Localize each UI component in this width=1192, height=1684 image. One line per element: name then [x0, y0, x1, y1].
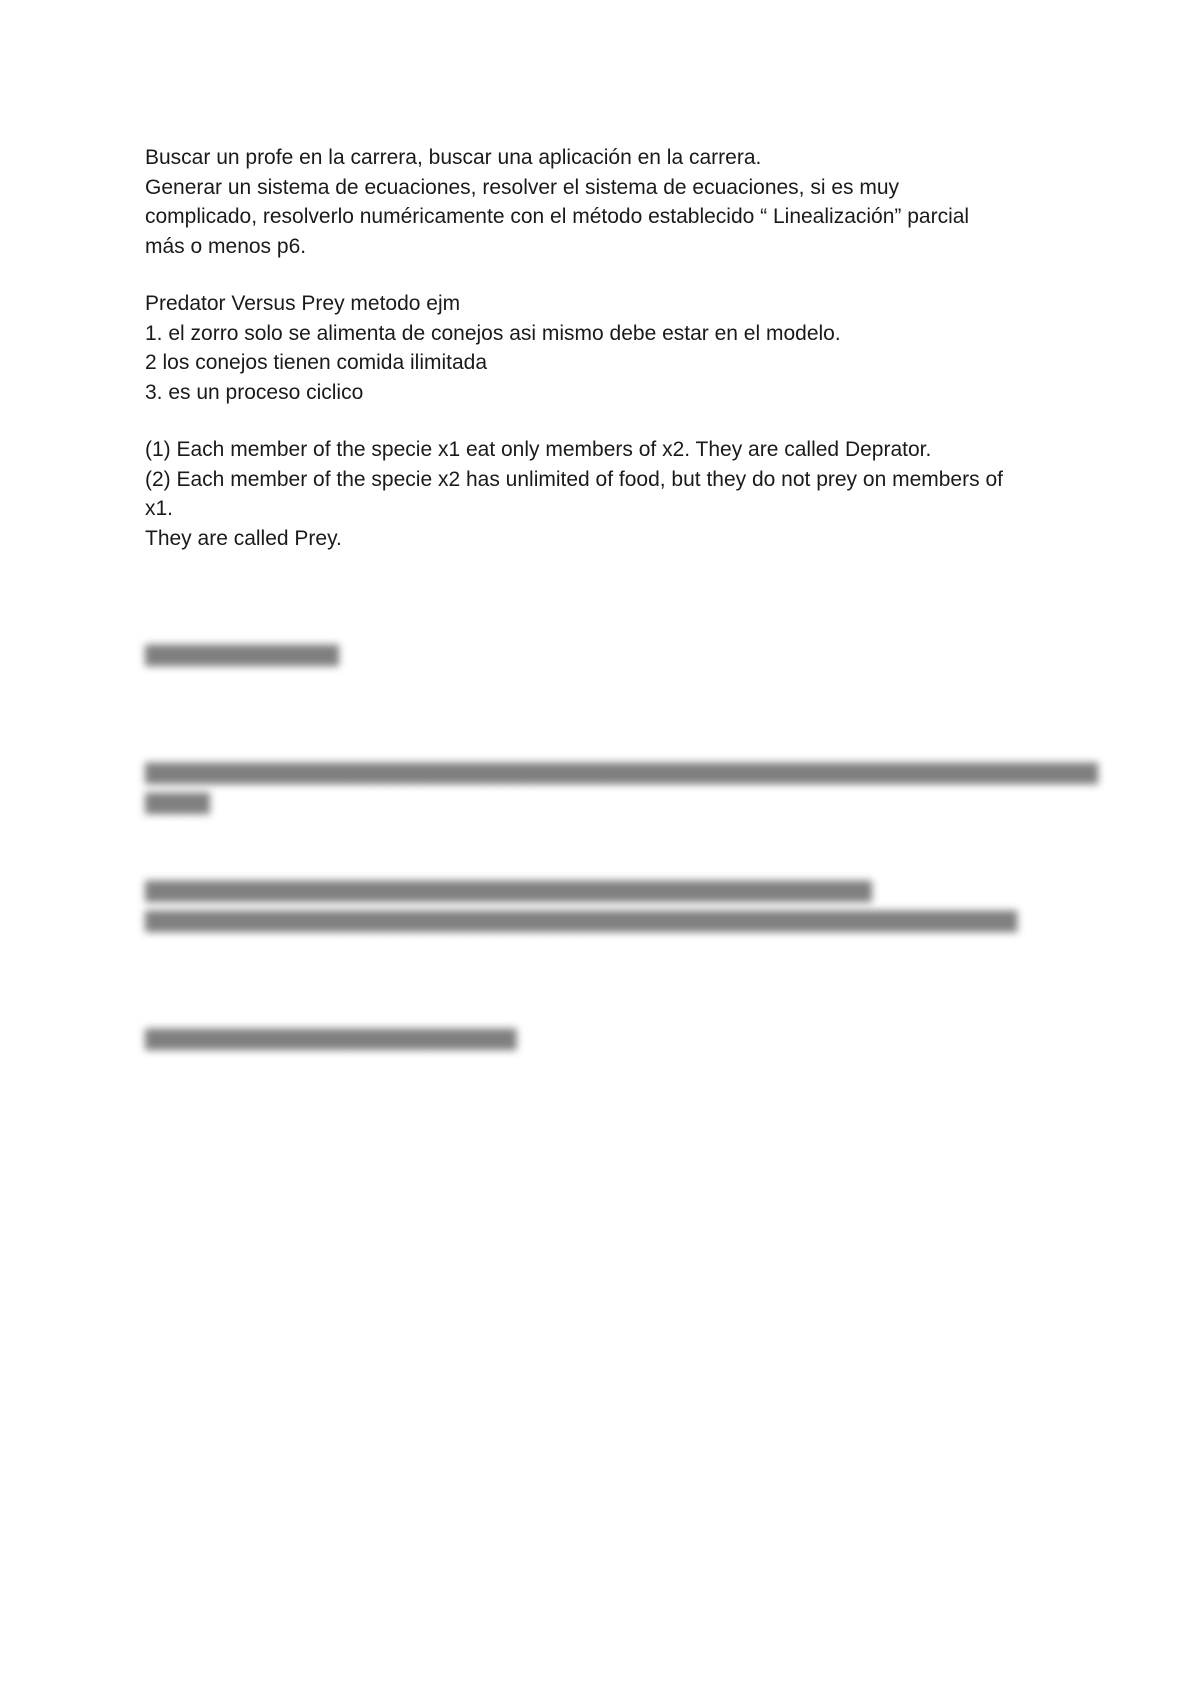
blurred-text-2: ▇▇▇▇▇▇▇▇▇▇▇▇▇▇▇▇▇▇▇▇▇▇▇▇▇▇▇▇▇▇▇▇▇▇▇▇▇▇▇▇▇▇▇▇▇▇▇▇▇▇▇▇▇▇▇▇▇▇▇ ▇▇▇▇ [145, 761, 1098, 814]
predator-item-3: 3. es un proceso ciclico [145, 380, 364, 404]
assumption-line-2: (2) Each member of the specie x2 has unlimited of food, but they do not prey on members of [145, 467, 1003, 491]
predator-item-1: 1. el zorro solo se alimenta de conejos asi mismo debe estar en el modelo. [145, 321, 841, 345]
blurred-text-1: ▇▇▇▇▇▇▇▇▇▇▇▇ [145, 643, 339, 666]
assumption-line-1: (1) Each member of the specie x1 eat only members of x2. They are called Deprator. [145, 438, 932, 461]
assumption-line-4: They are called Prey. [145, 526, 342, 550]
predator-heading: Predator Versus Prey metodo ejm [145, 292, 461, 315]
intro-line-2: Generar un sistema de ecuaciones, resolver el sistema de ecuaciones, si es muy [145, 175, 900, 199]
assumptions-paragraph [145, 435, 1055, 553]
blurred-text-4: ▇▇▇▇▇▇▇▇▇▇▇▇▇▇▇▇▇▇▇▇▇▇▇ [145, 1027, 517, 1050]
blurred-text-3: ▇▇▇▇▇▇▇▇▇▇▇▇▇▇▇▇▇▇▇▇▇▇▇▇▇▇▇▇▇▇▇▇▇▇▇▇▇▇▇▇▇▇▇▇▇ ▇▇▇▇▇▇▇▇▇▇▇▇▇▇▇▇▇▇▇▇▇▇▇▇▇▇▇▇▇▇▇▇▇▇▇▇▇▇▇▇▇▇▇▇▇▇▇▇▇▇▇▇▇▇ [145, 879, 1018, 932]
intro-paragraph [145, 143, 1055, 261]
predator-item-2: 2 los conejos tienen comida ilimitada [145, 351, 488, 374]
intro-line-4: más o menos p6. [145, 234, 307, 258]
predator-prey-section [145, 289, 1055, 407]
intro-line-1: Buscar un profe en la carrera, buscar una aplicación en la carrera. [145, 146, 762, 169]
intro-line-3: complicado, resolverlo numéricamente con el método establecido “ Linealización” parcial [145, 205, 970, 228]
assumption-line-3: x1. [145, 497, 174, 520]
